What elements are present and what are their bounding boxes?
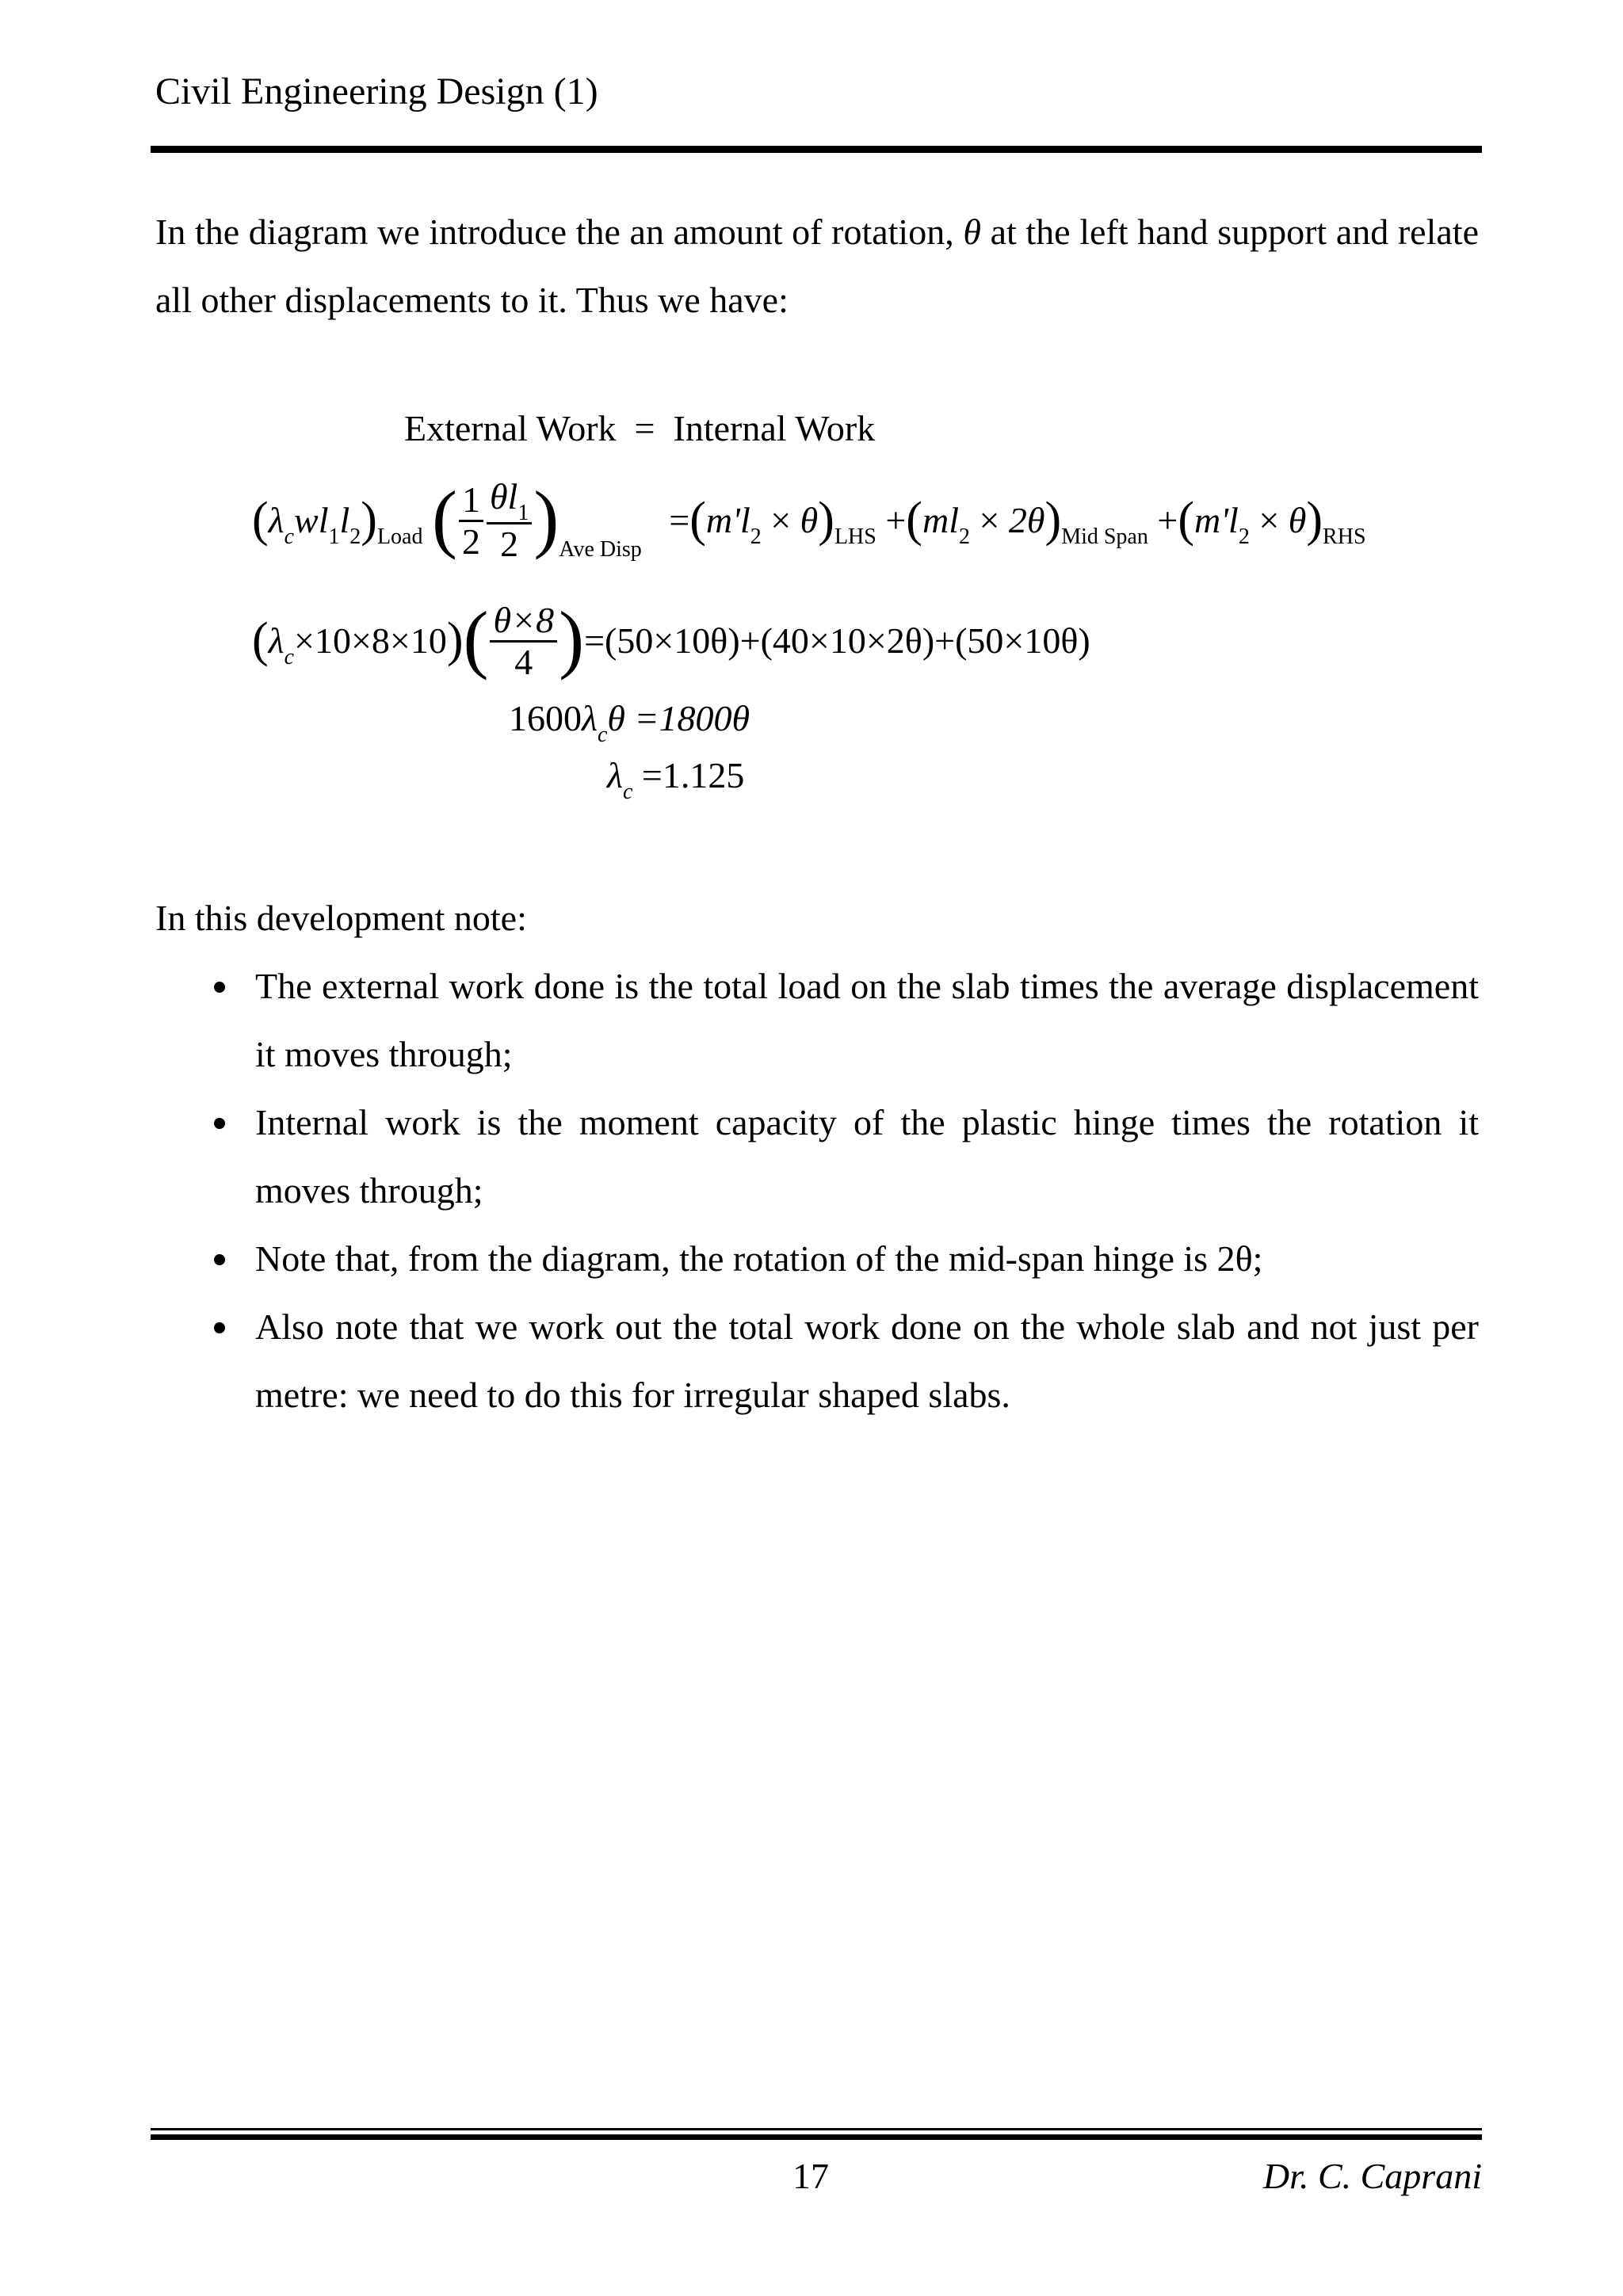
list-item: The external work done is the total load on the slab times the average displacement it moves through; <box>255 966 1479 1074</box>
bullet-marker <box>214 982 225 993</box>
bullet-marker <box>214 1322 225 1333</box>
equation-simplified: $1600\lambda_c\theta =1800\theta$ <box>509 698 750 747</box>
footer-rule-thin <box>151 2128 1482 2130</box>
equation-general-form: $(\lambda_cwl_1l_2)_{Load}$ ( $\frac{1}{2}$ $\frac{\theta l_1}{2}$ )$_{Ave Disp} =(m'l_2 \times \theta)_{LHS} +(ml_2 \times 2\theta)_{Mid Span} +(m'l_2 \times \theta)_{RHS}$ <box>252 475 1366 565</box>
list-item: Also note that we work out the total work done on the whole slab and not just per metre: we need to do this for irregular shaped slabs. <box>255 1306 1479 1415</box>
list-item: Internal work is the moment capacity of the plastic hinge times the rotation it moves through; <box>255 1102 1479 1211</box>
equation-result: $\lambda_c =1.125$ <box>607 755 745 804</box>
page-number: 17 <box>792 2156 829 2196</box>
bullet-marker <box>214 1254 225 1265</box>
equation-numeric-substitution: $(\lambda_c\times 10\times 8\times 10)$( $\frac{\theta\times 8}{4}$ )=(50×10θ)+(40×10×2θ)+(50×10θ) <box>252 596 1090 682</box>
list-item: Note that, from the diagram, the rotation of the mid-span hinge is 2θ; <box>255 1238 1263 1279</box>
footer-author: Dr. C. Caprani <box>1262 2156 1482 2196</box>
header-rule <box>151 146 1482 153</box>
bullet-marker <box>214 1118 225 1129</box>
footer-rule <box>151 2134 1482 2140</box>
running-header: Civil Engineering Design (1) <box>155 71 598 113</box>
note-intro: In this development note: <box>155 898 527 938</box>
intro-paragraph: In the diagram we introduce the an amount of rotation, θ at the left hand support and relate all other displacements to it. Thus we have: <box>155 212 1479 320</box>
equation-work-balance: External Work = Internal Work <box>404 408 876 448</box>
